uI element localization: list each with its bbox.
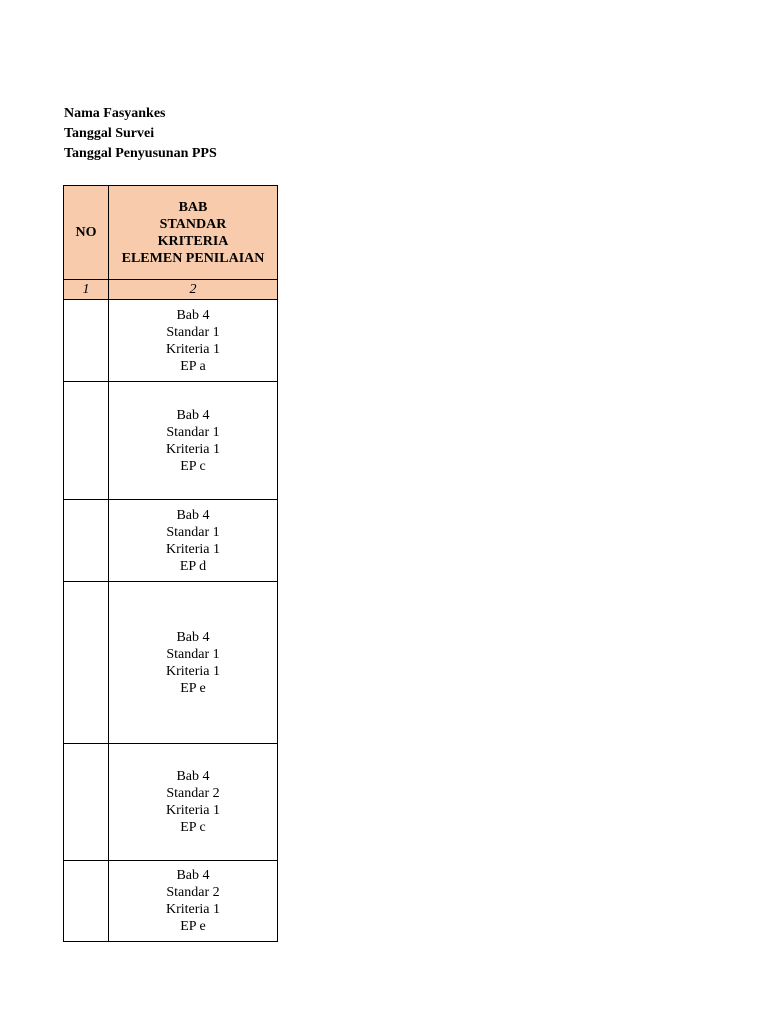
table-row [64,382,278,500]
row-bab-cell [109,744,278,861]
header-bab-line: BAB [178,199,208,215]
cell-line: Standar 2 [166,885,220,900]
document-meta [64,104,217,164]
cell-line: Kriteria 1 [165,441,221,457]
cell-line: EP c [180,820,206,835]
pps-table [63,185,278,942]
cell-line: EP d [179,558,207,574]
table-row [64,744,278,861]
header-bab-line: KRITERIA [157,233,229,249]
row-no-cell [64,382,109,500]
row-no-cell [64,500,109,582]
cell-line: EP a [180,358,206,374]
header-bab [109,186,278,280]
header-bab-line: STANDAR [159,216,227,232]
cell-line: Standar 1 [166,324,220,340]
row-bab-cell [109,382,278,500]
table-row [64,861,278,942]
nama-fasyankes-label: Nama Fasyankes [64,106,166,121]
cell-line: Kriteria 1 [165,541,221,557]
cell-line: Kriteria 1 [165,902,221,917]
table-index-row [64,280,278,300]
cell-line: Standar 1 [166,646,220,662]
cell-line: EP e [180,919,206,934]
table-header-row [64,186,278,280]
cell-line: Bab 4 [176,629,210,645]
cell-line: EP e [180,680,206,696]
row-no-cell [64,300,109,382]
header-bab-line: ELEMEN PENILAIAN [121,250,265,266]
cell-line: Kriteria 1 [165,803,221,818]
cell-line: Bab 4 [176,868,210,883]
cell-line: Bab 4 [176,507,210,523]
tanggal-penyusunan-label: Tanggal Penyusunan PPS [64,146,217,161]
table-row [64,582,278,744]
cell-line: Bab 4 [176,307,210,323]
cell-line: Kriteria 1 [165,341,221,357]
row-bab-cell [109,500,278,582]
index-col-2: 2 [109,280,278,300]
cell-line: EP c [180,458,206,474]
row-no-cell [64,861,109,942]
row-no-cell [64,582,109,744]
table-row [64,500,278,582]
cell-line: Standar 2 [166,786,220,801]
row-no-cell [64,744,109,861]
row-bab-cell [109,300,278,382]
row-bab-cell [109,861,278,942]
cell-line: Standar 1 [166,524,220,540]
cell-line: Kriteria 1 [165,663,221,679]
tanggal-survei-label: Tanggal Survei [64,126,155,141]
cell-line: Standar 1 [166,424,220,440]
index-col-1: 1 [64,280,109,300]
cell-line: Bab 4 [176,769,210,784]
header-no: NO [64,186,109,280]
row-bab-cell [109,582,278,744]
table-row [64,300,278,382]
cell-line: Bab 4 [176,407,210,423]
